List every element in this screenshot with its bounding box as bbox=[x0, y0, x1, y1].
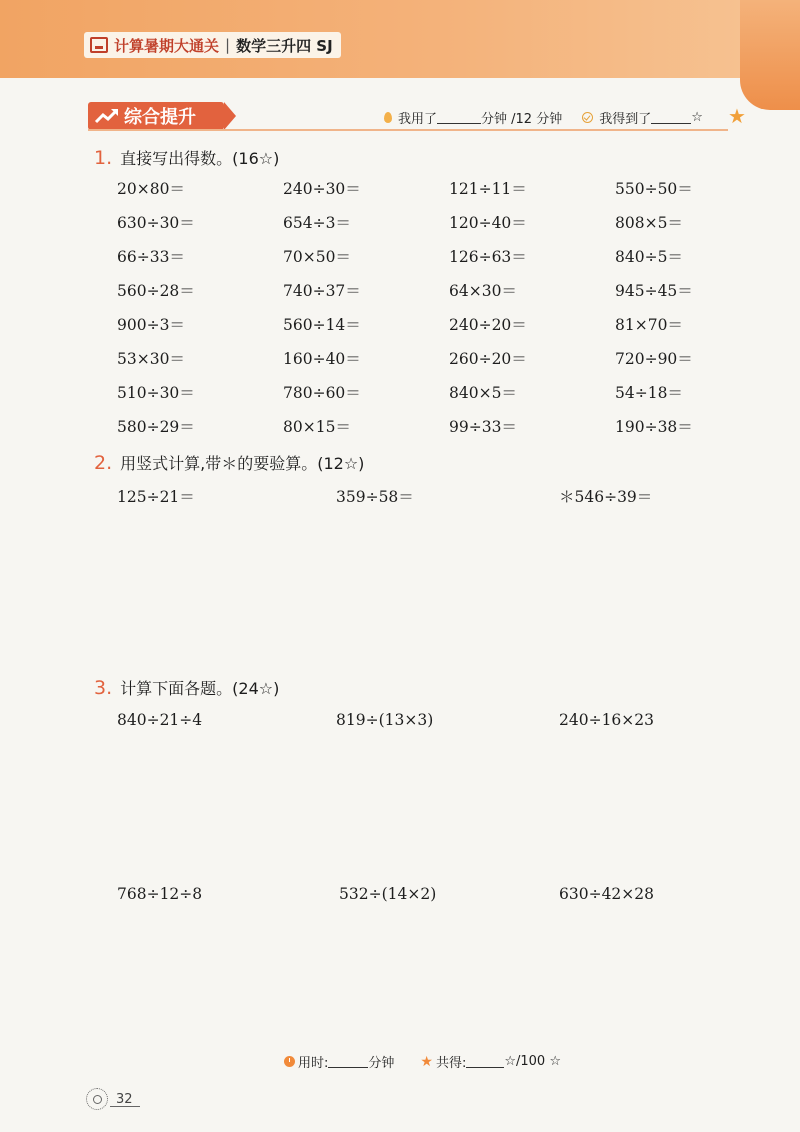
question-3-row-1 bbox=[117, 711, 737, 729]
star-icon: ★ bbox=[420, 1053, 433, 1070]
problem: 125÷21＝ bbox=[117, 488, 195, 506]
problem: 768÷12÷8 bbox=[117, 885, 203, 903]
score-footer bbox=[284, 1052, 561, 1071]
problem: 20×80＝ bbox=[117, 180, 185, 198]
question-2-heading bbox=[94, 451, 364, 474]
book-header bbox=[84, 32, 341, 58]
got-star: ☆ bbox=[691, 110, 703, 125]
problem: 780÷60＝ bbox=[283, 384, 361, 402]
problem: 54÷18＝ bbox=[615, 384, 683, 402]
time-used-blank[interactable] bbox=[437, 111, 481, 124]
problem: 532÷(14×2) bbox=[339, 885, 437, 903]
question-prompt: 计算下面各题。(24☆) bbox=[120, 679, 280, 698]
problem: 190÷38＝ bbox=[615, 418, 693, 436]
problem: 240÷30＝ bbox=[283, 180, 361, 198]
question-prompt: 用竖式计算,带＊的要验算。(12☆) bbox=[120, 454, 365, 473]
question-3-row-2 bbox=[117, 885, 737, 903]
problem: 66÷33＝ bbox=[117, 248, 185, 266]
problem: 120÷40＝ bbox=[449, 214, 527, 232]
problem: 240÷20＝ bbox=[449, 316, 527, 334]
book-subtitle: 数学三升四 SJ bbox=[236, 36, 333, 55]
question-3-heading bbox=[94, 676, 279, 699]
problem: 630÷30＝ bbox=[117, 214, 195, 232]
problem: 80×15＝ bbox=[283, 418, 351, 436]
time-unit: 分钟 bbox=[368, 1056, 395, 1071]
page-number: 32 bbox=[116, 1091, 133, 1107]
question-1-heading bbox=[94, 146, 279, 169]
problem: 840×5＝ bbox=[449, 384, 517, 402]
book-icon bbox=[90, 37, 108, 53]
problem: 359÷58＝ bbox=[336, 488, 414, 506]
total-label: 共得: bbox=[435, 1056, 467, 1071]
section-tag bbox=[88, 102, 224, 130]
problem: 510÷30＝ bbox=[117, 384, 195, 402]
header-separator: | bbox=[225, 36, 231, 54]
time-used-prefix: 我用了 bbox=[398, 112, 438, 127]
star-icon: ★ bbox=[728, 104, 746, 128]
problem: 550÷50＝ bbox=[615, 180, 693, 198]
question-1-grid bbox=[117, 177, 737, 449]
total-time-blank[interactable] bbox=[328, 1055, 368, 1068]
problem: 840÷5＝ bbox=[615, 248, 683, 266]
got-prefix: 我得到了 bbox=[599, 112, 652, 127]
problem: 53×30＝ bbox=[117, 350, 185, 368]
time-used-suffix: 分钟 /12 分钟 bbox=[481, 112, 563, 127]
question-number: 1. bbox=[94, 147, 113, 169]
problem: 160÷40＝ bbox=[283, 350, 361, 368]
problem: 945÷45＝ bbox=[615, 282, 693, 300]
page-underline bbox=[110, 1106, 140, 1107]
check-icon bbox=[582, 112, 593, 123]
problem: 240÷16×23 bbox=[559, 711, 655, 729]
problem: ＊546÷39＝ bbox=[559, 488, 653, 506]
book-title: 计算暑期大通关 bbox=[114, 36, 220, 55]
got-blank[interactable] bbox=[651, 111, 691, 124]
problem: 64×30＝ bbox=[449, 282, 517, 300]
question-number: 3. bbox=[94, 677, 113, 699]
question-number: 2. bbox=[94, 452, 113, 474]
problem: 819÷(13×3) bbox=[336, 711, 434, 729]
problem: 840÷21÷4 bbox=[117, 711, 203, 729]
problem: 808×5＝ bbox=[615, 214, 683, 232]
problem: 580÷29＝ bbox=[117, 418, 195, 436]
problem: 70×50＝ bbox=[283, 248, 351, 266]
time-tracker bbox=[384, 108, 703, 127]
total-score-blank[interactable] bbox=[466, 1055, 504, 1068]
flame-icon bbox=[384, 112, 392, 123]
spiral-icon bbox=[86, 1088, 108, 1110]
problem: 654÷3＝ bbox=[283, 214, 351, 232]
question-prompt: 直接写出得数。(16☆) bbox=[120, 149, 280, 168]
problem: 260÷20＝ bbox=[449, 350, 527, 368]
corner-fold bbox=[740, 0, 800, 110]
time-label: 用时: bbox=[298, 1056, 329, 1071]
problem: 900÷3＝ bbox=[117, 316, 185, 334]
clock-icon bbox=[284, 1056, 295, 1067]
total-suffix: ☆/100 ☆ bbox=[504, 1054, 561, 1069]
problem: 560÷28＝ bbox=[117, 282, 195, 300]
trend-up-icon bbox=[94, 106, 120, 126]
problem: 121÷11＝ bbox=[449, 180, 527, 198]
section-divider bbox=[88, 129, 728, 131]
problem: 99÷33＝ bbox=[449, 418, 517, 436]
problem: 560÷14＝ bbox=[283, 316, 361, 334]
problem: 720÷90＝ bbox=[615, 350, 693, 368]
problem: 740÷37＝ bbox=[283, 282, 361, 300]
problem: 630÷42×28 bbox=[559, 885, 655, 903]
question-2-row bbox=[117, 485, 737, 507]
problem: 126÷63＝ bbox=[449, 248, 527, 266]
section-title: 综合提升 bbox=[124, 107, 196, 128]
problem: 81×70＝ bbox=[615, 316, 683, 334]
